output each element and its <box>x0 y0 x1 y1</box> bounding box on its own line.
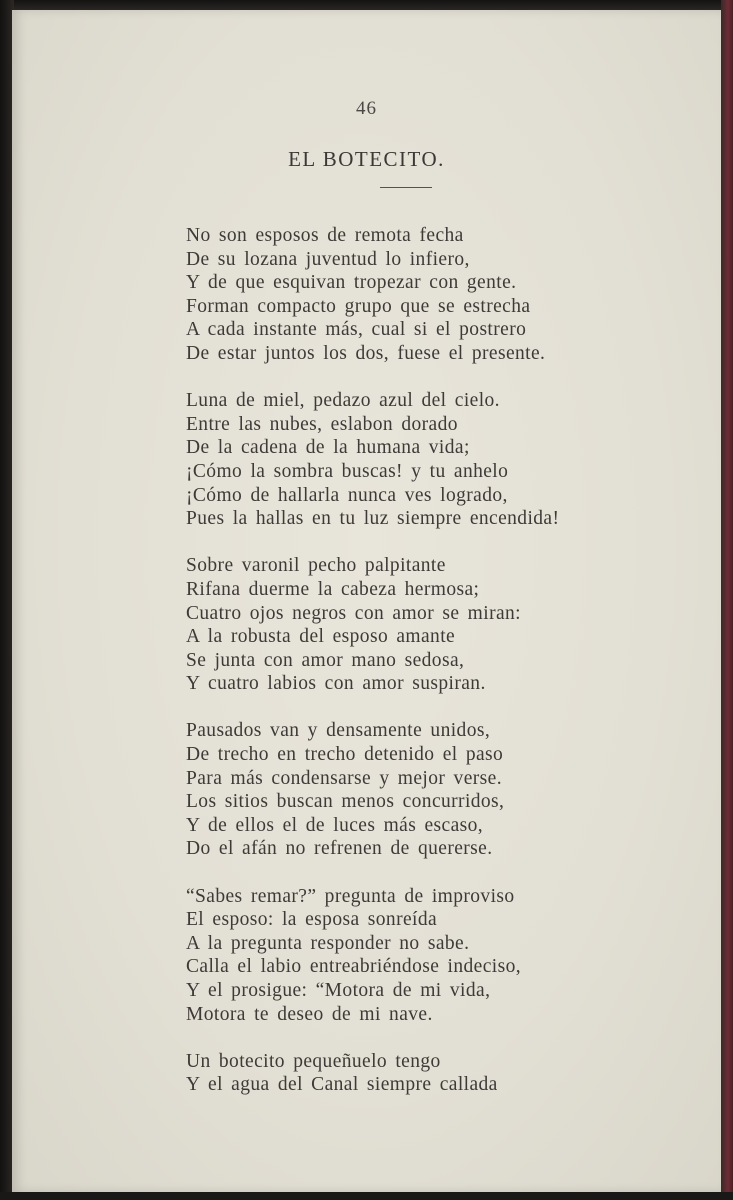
poem-line: Y el prosigue: “Motora de mi vida, <box>186 980 491 1001</box>
poem-line: Calla el labio entreabriéndose indeciso, <box>186 956 522 978</box>
poem-line: Pausados van y densamente unidos, <box>186 720 491 742</box>
poem-line: De trecho en trecho detenido el paso <box>186 744 504 766</box>
book-edge-right <box>721 0 733 1200</box>
poem-line: Y el agua del Canal siempre callada <box>186 1074 498 1096</box>
poem-line: Entre las nubes, eslabon dorado <box>186 413 458 435</box>
stanza-6 <box>186 1050 706 1097</box>
book-edge-bottom <box>0 1192 733 1200</box>
poem-line: Motora te deseo de mi nave. <box>186 1003 433 1025</box>
poem-line: De su lozana juventud lo infiero, <box>186 248 470 270</box>
poem-line: Rifana duerme la cabeza hermosa; <box>186 578 480 600</box>
poem-body <box>186 224 706 1121</box>
poem-line: Sobre varonil pecho palpitante <box>186 555 446 577</box>
poem-line: Y cuatro labios con amor suspiran. <box>186 673 486 695</box>
poem-line: Y de ellos el de luces más escaso, <box>186 814 484 836</box>
page-number: 46 <box>356 98 377 119</box>
poem-line: Los sitios buscan menos concurridos, <box>186 791 505 813</box>
poem-line: A la pregunta responder no sabe. <box>186 932 470 954</box>
poem-line: Do el afán no refrenen de quererse. <box>186 838 493 860</box>
stanza-5 <box>186 885 706 1027</box>
book-edge-top <box>0 0 733 10</box>
poem-line: ¡Cómo de hallarla nunca ves logrado, <box>186 484 508 506</box>
stanza-2 <box>186 389 706 531</box>
poem-line: “Sabes remar?” pregunta de improviso <box>186 885 515 907</box>
poem-line: Un botecito pequeñuelo tengo <box>186 1050 441 1072</box>
poem-line: ¡Cómo la sombra buscas! y tu anhelo <box>186 460 509 482</box>
poem-line: El esposo: la esposa sonreída <box>186 909 438 931</box>
poem-line: Cuatro ojos negros con amor se miran: <box>186 602 521 624</box>
poem-line: Para más condensarse y mejor verse. <box>186 767 502 789</box>
poem-line: No son esposos de remota fecha <box>186 225 464 246</box>
poem-line: De estar juntos los dos, fuese el presente. <box>186 342 546 364</box>
poem-line: Se junta con amor mano sedosa, <box>186 649 465 671</box>
poem-line: Luna de miel, pedazo azul del cielo. <box>186 390 500 412</box>
book-page <box>12 10 721 1192</box>
title-rule <box>380 187 432 188</box>
stanza-3 <box>186 554 706 696</box>
poem-line: Pues la hallas en tu luz siempre encendida! <box>186 508 560 530</box>
stanza-1 <box>186 224 706 366</box>
poem-line: De la cadena de la humana vida; <box>186 437 470 459</box>
poem-line: Forman compacto grupo que se estrecha <box>186 295 531 317</box>
poem-line: A la robusta del esposo amante <box>186 626 456 648</box>
stanza-4 <box>186 719 706 861</box>
poem-line: A cada instante más, cual si el postrero <box>186 319 527 341</box>
poem-line: Y de que esquivan tropezar con gente. <box>186 272 517 294</box>
poem-title: EL BOTECITO. <box>288 147 445 171</box>
